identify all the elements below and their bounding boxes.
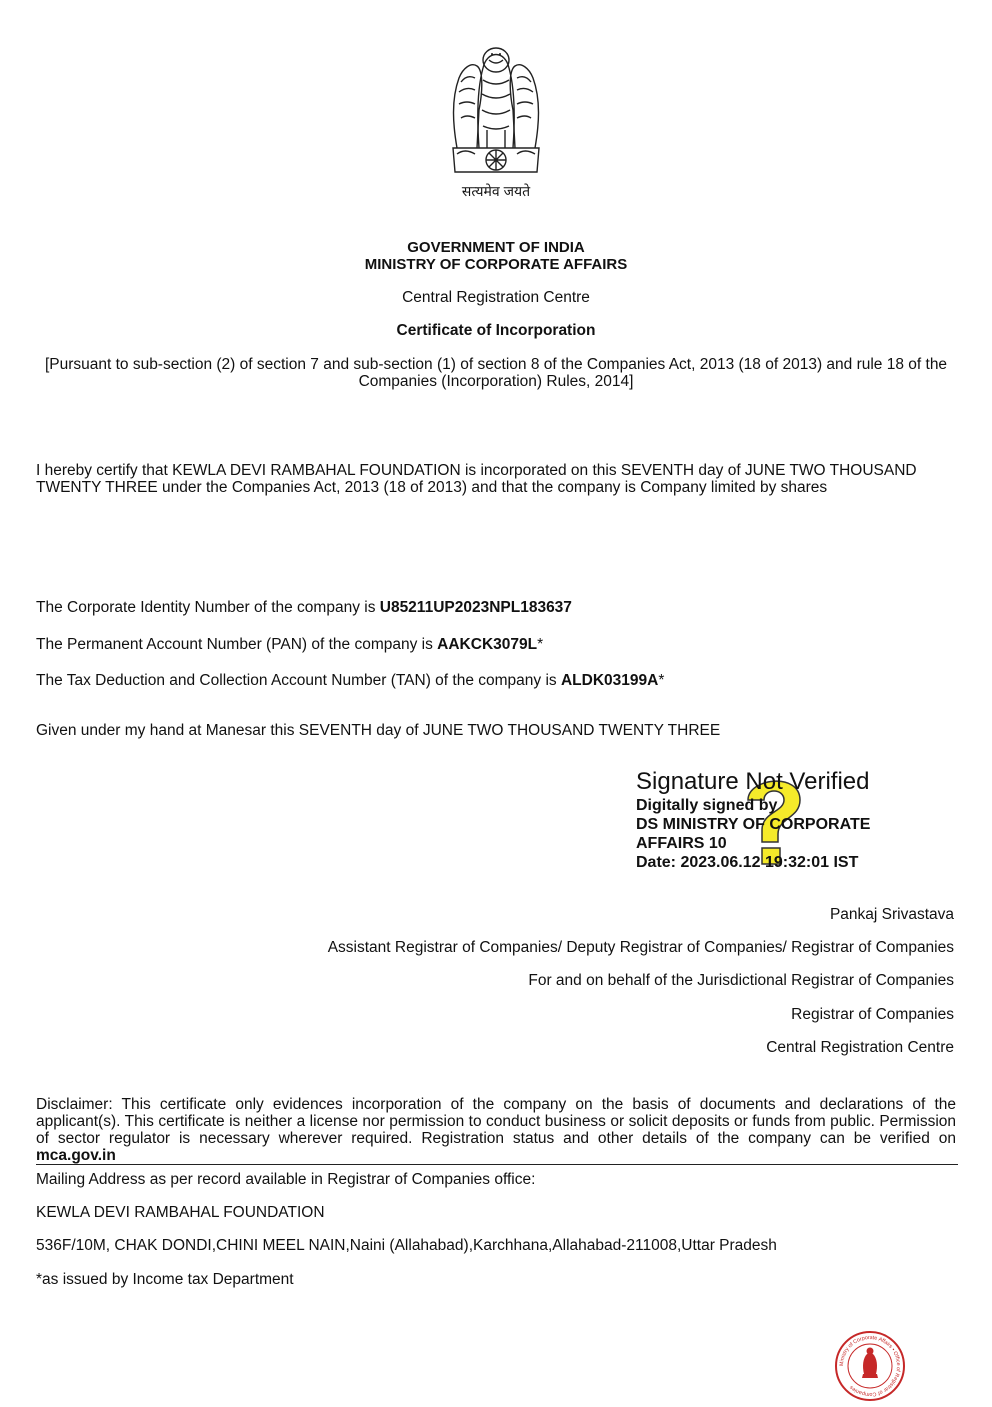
pan-value: AAKCK3079L [437, 636, 538, 653]
signature-status: Signature Not Verified [636, 768, 870, 795]
signature-date: Date: 2023.06.12 19:32:01 IST [636, 854, 859, 871]
signatory-behalf: For and on behalf of the Jurisdictional Registrar of Companies [528, 972, 954, 989]
seal-text: Ministry of Corporate Affairs • Office of Registrar of Companies [838, 1334, 902, 1398]
tan-label: The Tax Deduction and Collection Account Number (TAN) of the company is [36, 672, 561, 689]
pan-asterisk: * [537, 636, 544, 653]
pan-line [36, 636, 956, 654]
cin-label: The Corporate Identity Number of the company is [36, 599, 380, 616]
cin-value: U85211UP2023NPL183637 [379, 599, 572, 616]
tan-line [36, 672, 956, 690]
mailing-address: 536F/10M, CHAK DONDI,CHINI MEEL NAIN,Naini (Allahabad),Karchhana,Allahabad-211008,Uttar Pradesh [36, 1237, 777, 1254]
header-heading [0, 239, 992, 273]
tan-value: ALDK03199A [560, 672, 659, 689]
disclaimer [36, 1096, 956, 1164]
signer-line-1: DS MINISTRY OF CORPORATE [636, 816, 871, 833]
header-government: GOVERNMENT OF INDIA [407, 239, 585, 256]
signed-by-label: Digitally signed by [636, 797, 778, 814]
digital-signature-block [636, 768, 966, 872]
signer-line-2: AFFAIRS 10 [636, 835, 727, 852]
divider [36, 1164, 958, 1165]
disclaimer-text: Disclaimer: This certificate only evidences incorporation of the company on the basis of documents and declarations of the applicant(s). This certificate is neither a license nor permission to conduct business or solicit deposits or funds from public. Permission of sector regulator is necessary wherever required. Registration status and other details of the company can be verified on [36, 1096, 956, 1147]
emblem-motto: सत्यमेव जयते [461, 183, 531, 199]
signatory-name: Pankaj Srivastava [829, 906, 954, 923]
given-under-hand: Given under my hand at Manesar this SEVENTH day of JUNE TWO THOUSAND TWENTY THREE [36, 722, 721, 739]
mailing-label: Mailing Address as per record available in Registrar of Companies office: [36, 1171, 536, 1188]
mca-link[interactable]: mca.gov.in [36, 1147, 116, 1164]
mailing-company: KEWLA DEVI RAMBAHAL FOUNDATION [36, 1204, 325, 1221]
certification-statement: I hereby certify that KEWLA DEVI RAMBAHAL FOUNDATION is incorporated on this SEVENTH day of JUNE TWO THOUSAND TWENTY THREE under the Companies Act, 2013 (18 of 2013) and that the company is Company limited by shares [36, 462, 917, 496]
registration-centre: Central Registration Centre [402, 289, 590, 306]
tan-asterisk: * [658, 672, 665, 689]
pan-footnote: *as issued by Income tax Department [36, 1271, 294, 1288]
header-ministry: MINISTRY OF CORPORATE AFFAIRS [364, 256, 628, 273]
pan-label: The Permanent Account Number (PAN) of the company is [36, 636, 438, 653]
signatory-crc: Central Registration Centre [766, 1039, 954, 1056]
signatory-designation: Assistant Registrar of Companies/ Deputy Registrar of Companies/ Registrar of Companies [327, 939, 954, 956]
pursuant-clause: [Pursuant to sub-section (2) of section 7 and sub-section (1) of section 8 of the Companies Act, 2013 (18 of 2013) and rule 18 of the Companies (Incorporation) Rules, 2014] [44, 356, 948, 390]
cin-line [36, 599, 956, 617]
ministry-seal-icon [834, 1330, 906, 1402]
certificate-title: Certificate of Incorporation [396, 322, 596, 339]
signatory-roc: Registrar of Companies [791, 1006, 954, 1023]
national-emblem-icon [413, 30, 579, 202]
